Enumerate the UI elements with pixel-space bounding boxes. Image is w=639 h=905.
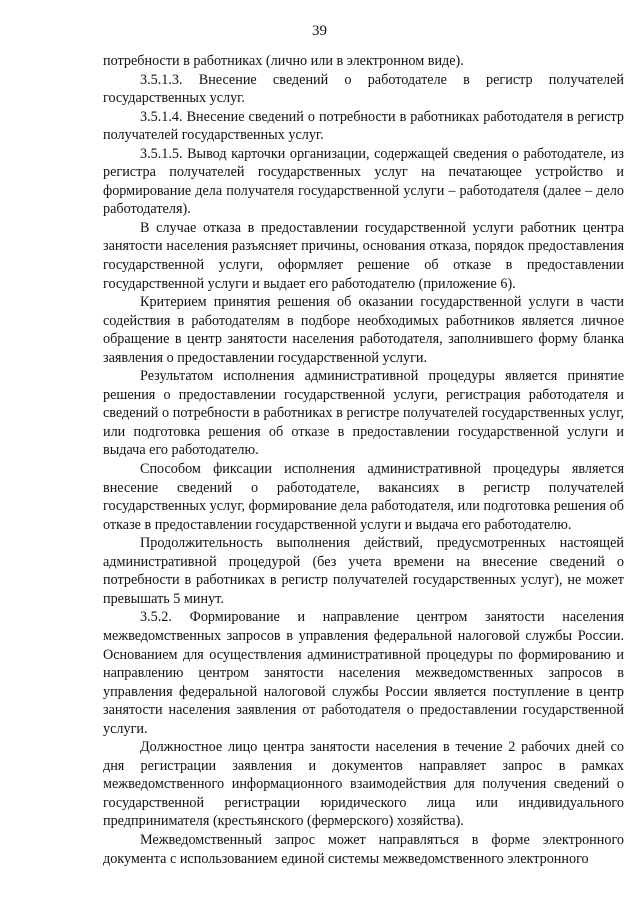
paragraph-3-5-1-3: 3.5.1.3. Внесение сведений о работодателе в регистр получателей государственных услуг. (103, 71, 624, 107)
paragraph-electronic-request: Межведомственный запрос может направляться в форме электронного документа с использованием единой системы межведомственного электронного (103, 831, 624, 867)
paragraph-official-request: Должностное лицо центра занятости населения в течение 2 рабочих дней со дня регистрации заявления и документов направляет запрос в рамках межведомственного информационного взаимодействия для получения сведений о государственной регистрации юридического лица или индивидуального предпринимателя (крестьянского (фермерского) хозяйства). (103, 739, 624, 830)
paragraph-duration: Продолжительность выполнения действий, предусмотренных настоящей административной процедурой (без учета времени на внесение сведений о потребности в работниках в регистр получателей государственных услуг), не может превышать 5 минут. (103, 535, 624, 607)
paragraph-continuation: потребности в работниках (лично или в электронном виде). (103, 53, 464, 69)
page-number: 39 (312, 23, 327, 39)
document-body (103, 52, 624, 868)
paragraph-procedure-result: Результатом исполнения административной процедуры является принятие решения о предоставлении государственной услуги, регистрация работодателя и сведений о потребности в работниках в регистре получателей государственных услуг, или подготовка решения об отказе в предоставлении государственной услуги и выдача его работодателю. (103, 368, 624, 459)
paragraph-3-5-1-5: 3.5.1.5. Вывод карточки организации, содержащей сведения о работодателе, из регистра получателей государственных услуг на печатающее устройство и формирование дела получателя государственной услуги – работодателя (далее – дело работодателя). (103, 145, 624, 218)
paragraph-recording-method: Способом фиксации исполнения административной процедуры является внесение сведений о работодателе, вакансиях в регистр получателей государственных услуг, формирование дела работодателя, или подготовка решения об отказе в предоставлении государственной услуги и выдача его работодателю. (103, 461, 624, 533)
paragraph-3-5-2: 3.5.2. Формирование и направление центром занятости населения межведомственных запросов в управления федеральной налоговой службы России. Основанием для осуществления административной процедуры по формированию и направлению центром занятости населения межведомственных запросов в управления федеральной налоговой службы России является поступление в центр занятости населения заявления от работодателя о предоставлении государственной услуги. (103, 609, 624, 737)
paragraph-refusal-case: В случае отказа в предоставлении государственной услуги работник центра занятости населения разъясняет причины, основания отказа, порядок предоставления государственной услуги, оформляет решение об отказе в предоставлении государственной услуги и выдает его работодателю (приложение 6). (103, 219, 624, 292)
paragraph-decision-criterion: Критерием принятия решения об оказании государственной услуги в части содействия в работодателям в подборе необходимых работников является личное обращение в центр занятости населения работодателя, заполнившего форму бланка заявления о предоставлении государственной услуги. (103, 294, 624, 366)
paragraph-3-5-1-4: 3.5.1.4. Внесение сведений о потребности в работниках работодателя в регистр получателей государственных услуг. (103, 108, 624, 144)
